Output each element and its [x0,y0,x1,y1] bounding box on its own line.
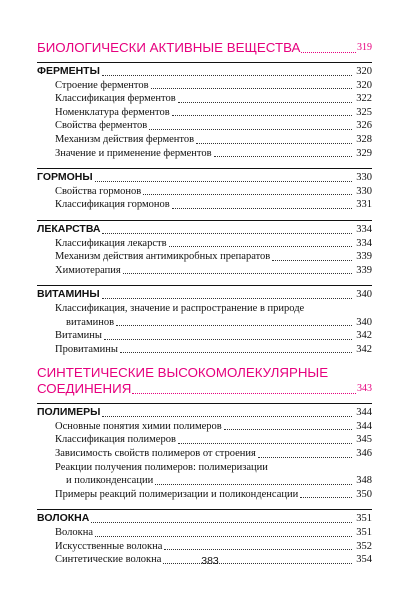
entry-page: 346 [356,448,372,460]
leader-dots [224,429,352,430]
entry-page: 340 [356,316,372,328]
section-page: 334 [356,223,372,235]
entry-label: Искусственные волокна [55,540,163,552]
leader-dots [102,298,352,299]
page-number: 383 [201,555,219,567]
section-heading[interactable] [37,288,372,302]
section-page: 320 [356,66,372,77]
toc-entry-line1[interactable] [37,302,372,316]
entry-label-cont: витаминов [66,316,115,328]
toc-section [37,168,372,212]
entry-label: Основные понятия химии полимеров [55,420,222,432]
chapter-heading[interactable] [37,365,372,397]
entry-page: 339 [356,264,372,276]
toc-section [37,403,372,501]
leader-dots [102,75,352,76]
toc-entry[interactable] [37,250,372,264]
entry-label: Провитамины [55,343,118,355]
leader-dots [120,352,352,353]
toc-entry[interactable] [37,92,372,106]
leader-dots [102,233,352,234]
table-of-contents [37,40,372,575]
entry-page: 330 [356,185,372,197]
leader-dots [149,129,352,130]
entry-page: 326 [356,120,372,132]
section-page: 340 [356,289,372,301]
section-title: ВОЛОКНА [37,512,90,525]
toc-entry-continuation[interactable] [37,316,372,330]
chapter-title: БИОЛОГИЧЕСКИ АКТИВНЫЕ ВЕЩЕСТВА [37,40,301,55]
leader-dots [151,88,352,89]
entry-page: 334 [356,237,372,249]
chapter-title-line1: СИНТЕТИЧЕСКИЕ ВЫСОКОМОЛЕКУЛЯРНЫЕ [37,365,329,381]
entry-label: Примеры реакций полимеризации и поликонденсации [55,488,299,500]
toc-entry[interactable] [37,447,372,461]
entry-label: Классификация полимеров [55,434,176,446]
entry-page: 352 [356,540,372,552]
entry-page: 339 [356,251,372,263]
entry-label: Синтетические волокна [55,554,162,566]
entry-label: Классификация ферментов [55,93,176,105]
entry-page: 342 [356,330,372,342]
toc-entry[interactable] [37,119,372,133]
chapter-title-line2: СОЕДИНЕНИЯ [37,381,132,397]
entry-label: Номенклатура ферментов [55,106,170,118]
toc-entry-continuation[interactable] [37,474,372,488]
entry-page: 329 [356,147,372,159]
entry-label: Механизм действия антимикробных препаратов [55,251,271,263]
entry-page: 342 [356,343,372,355]
entry-label: Химиотерапия [55,264,121,276]
entry-label: Классификация лекарств [55,237,167,249]
leader-dots [104,339,352,340]
section-page: 344 [356,407,372,419]
entry-page: 348 [356,475,372,487]
toc-entry[interactable] [37,343,372,357]
section-heading[interactable] [37,65,372,79]
entry-label: Свойства ферментов [55,120,148,132]
toc-entry[interactable] [37,106,372,120]
toc-entry[interactable] [37,237,372,251]
leader-dots [301,52,356,53]
toc-entry[interactable] [37,420,372,434]
toc-entry[interactable] [37,526,372,540]
entry-label: Зависимость свойств полимеров от строения [55,448,256,460]
section-title: ГОРМОНЫ [37,171,93,184]
leader-dots [300,497,352,498]
leader-dots [143,194,352,195]
entry-label: Свойства гормонов [55,185,142,197]
entry-page: 322 [356,93,372,105]
leader-dots [95,536,352,537]
toc-entry[interactable] [37,147,372,161]
toc-entry[interactable] [37,133,372,147]
entry-label: Классификация гормонов [55,199,170,211]
toc-section [37,285,372,356]
entry-label: Реакции получения полимеров: полимеризации [55,461,268,473]
section-heading[interactable] [37,171,372,185]
leader-dots [123,273,352,274]
leader-dots [172,115,352,116]
entry-page: 345 [356,434,372,446]
toc-entry[interactable] [37,433,372,447]
toc-section [37,62,372,160]
toc-entry-line1[interactable] [37,461,372,475]
toc-section [37,220,372,277]
entry-page: 325 [356,106,372,118]
leader-dots [116,325,352,326]
section-title: ФЕРМЕНТЫ [37,65,100,77]
entry-page: 354 [356,554,372,566]
section-page: 351 [356,513,372,525]
leader-dots [169,246,352,247]
entry-page: 328 [356,133,372,145]
leader-dots [178,443,352,444]
toc-entry[interactable] [37,264,372,278]
toc-entry[interactable] [37,79,372,93]
entry-page: 344 [356,420,372,432]
leader-dots [258,457,352,458]
toc-entry[interactable] [37,185,372,199]
leader-dots [214,156,352,157]
entry-label: Классификация, значение и распространение в природе [55,302,305,314]
section-title: ПОЛИМЕРЫ [37,406,101,419]
toc-entry[interactable] [37,488,372,502]
section-heading[interactable] [37,223,372,237]
leader-dots [102,416,352,417]
section-title: ВИТАМИНЫ [37,288,100,301]
chapter-heading[interactable] [37,40,372,56]
leader-dots [272,260,352,261]
entry-label-cont: и поликонденсации [66,475,154,487]
entry-label: Витамины [55,330,102,342]
leader-dots [132,393,356,394]
section-heading[interactable] [37,406,372,420]
entry-page: 351 [356,527,372,539]
toc-entry[interactable] [37,198,372,212]
entry-page: 350 [356,488,372,500]
section-page: 330 [356,172,372,184]
chapter-page: 319 [357,42,372,53]
toc-entry[interactable] [37,540,372,554]
leader-dots [178,102,352,103]
leader-dots [91,522,352,523]
leader-dots [196,143,352,144]
entry-label: Механизм действия ферментов [55,133,195,145]
entry-page: 320 [356,79,372,91]
entry-label: Волокна [55,527,93,539]
entry-label: Строение ферментов [55,79,149,91]
section-heading[interactable] [37,512,372,526]
leader-dots [172,208,352,209]
leader-dots [95,181,352,182]
entry-page: 331 [356,199,372,211]
entry-label: Значение и применение ферментов [55,147,212,159]
section-title: ЛЕКАРСТВА [37,222,101,235]
leader-dots [164,549,352,550]
leader-dots [155,484,352,485]
toc-entry[interactable] [37,329,372,343]
chapter-page: 343 [357,383,372,395]
